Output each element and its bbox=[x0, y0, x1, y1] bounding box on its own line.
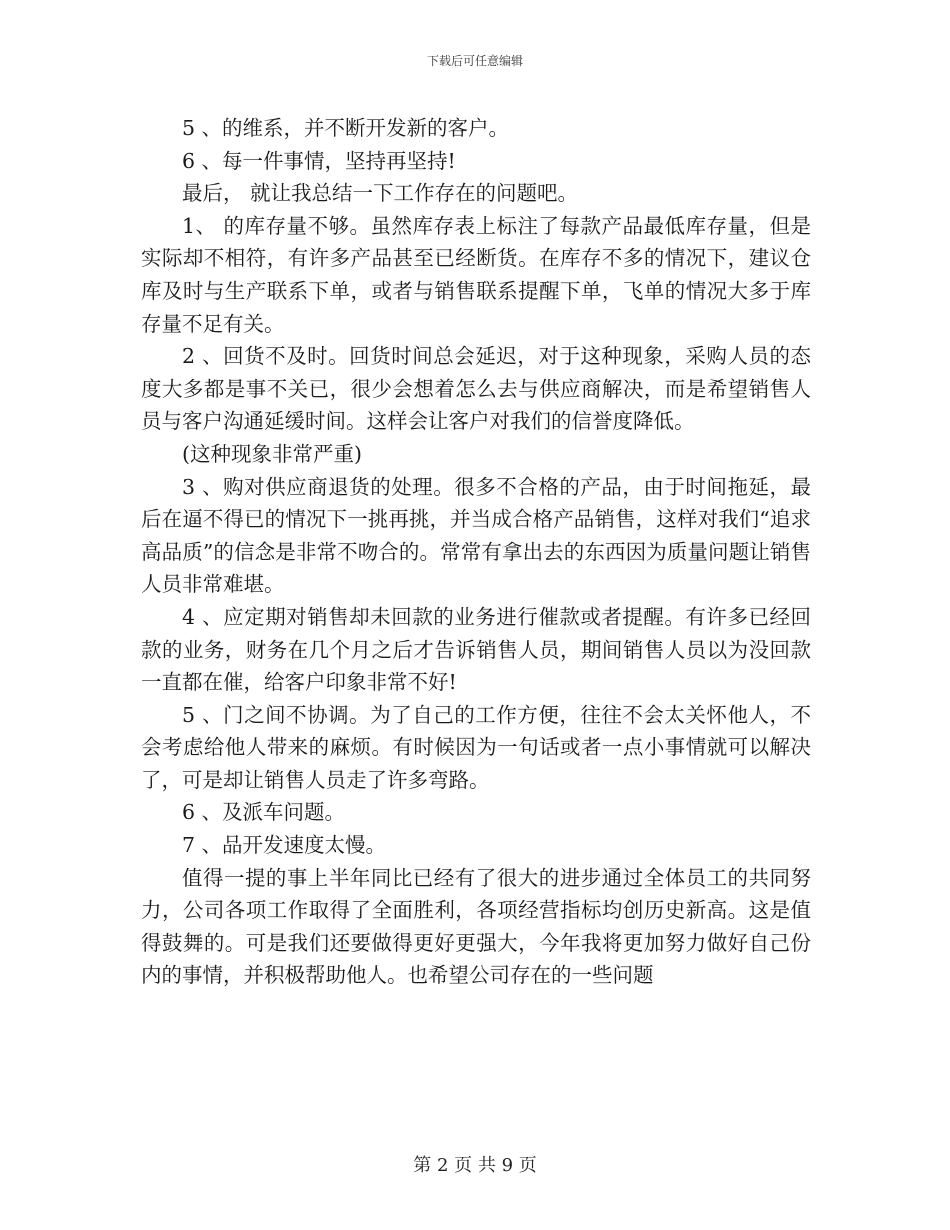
paragraph-1: 5 、的维系，并不断开发新的客户。 bbox=[182, 116, 510, 140]
paragraph-8: 4 、应定期对销售却未回款的业务进行催款或者提醒。有许多已经回款的业务，财务在几个月之后才告诉销售人员，期间销售人员以为没回款一直都在催，给客户印象非常不好! bbox=[141, 604, 811, 695]
paragraph-3: 最后， 就让我总结一下工作存在的问题吧。 bbox=[182, 181, 579, 206]
paragraph-11: 7 、品开发速度太慢。 bbox=[182, 833, 387, 858]
paragraph-7: 3 、购对供应商退货的处理。很多不合格的产品，由于时间拖延，最后在逼不得已的情况下一挑再挑，并当成合格产品销售，这样对我们“追求高品质”的信念是非常不吻合的。常常有拿出去的东西因为质量问题让销售人员非常难堪。 bbox=[141, 474, 811, 597]
paragraph-4: 1、 的库存量不够。虽然库存表上标注了每款产品最低库存量，但是实际却不相符，有许多产品甚至已经断货。在库存不多的情况下，建议仓库及时与生产联系下单，或者与销售联系提醒下单，飞单的情况大多于库存量不足有关。 bbox=[141, 213, 811, 336]
document-body bbox=[141, 112, 811, 992]
page-header: 下载后可任意编辑 bbox=[426, 54, 523, 68]
paragraph-9: 5 、门之间不协调。为了自己的工作方便，往往不会太关怀他人，不会考虑给他人带来的麻烦。有时候因为一句话或者一点小事情就可以解决了，可是却让销售人员走了许多弯路。 bbox=[141, 702, 811, 792]
paragraph-10: 6 、及派车问题。 bbox=[182, 800, 346, 825]
paragraph-6: (这种现象非常严重) bbox=[182, 441, 362, 466]
paragraph-2: 6 、每一件事情，坚持再坚持! bbox=[182, 148, 456, 173]
paragraph-12: 值得一提的事上半年同比已经有了很大的进步通过全体员工的共同努力，公司各项工作取得了全面胜利，各项经营指标均创历史新高。这是值得鼓舞的。可是我们还要做得更好更强大，今年我将更加努力做好自己份内的事情，并积极帮助他人。也希望公司存在的一些问题 bbox=[141, 865, 811, 988]
paragraph-5: 2 、回货不及时。回货时间总会延迟，对于这种现象，采购人员的态度大多都是事不关已，很少会想着怎么去与供应商解决，而是希望销售人员与客户沟通延缓时间。这样会让客户对我们的信誉度降低。 bbox=[141, 344, 811, 434]
page-footer: 第 2 页 共 9 页 bbox=[413, 1155, 537, 1176]
